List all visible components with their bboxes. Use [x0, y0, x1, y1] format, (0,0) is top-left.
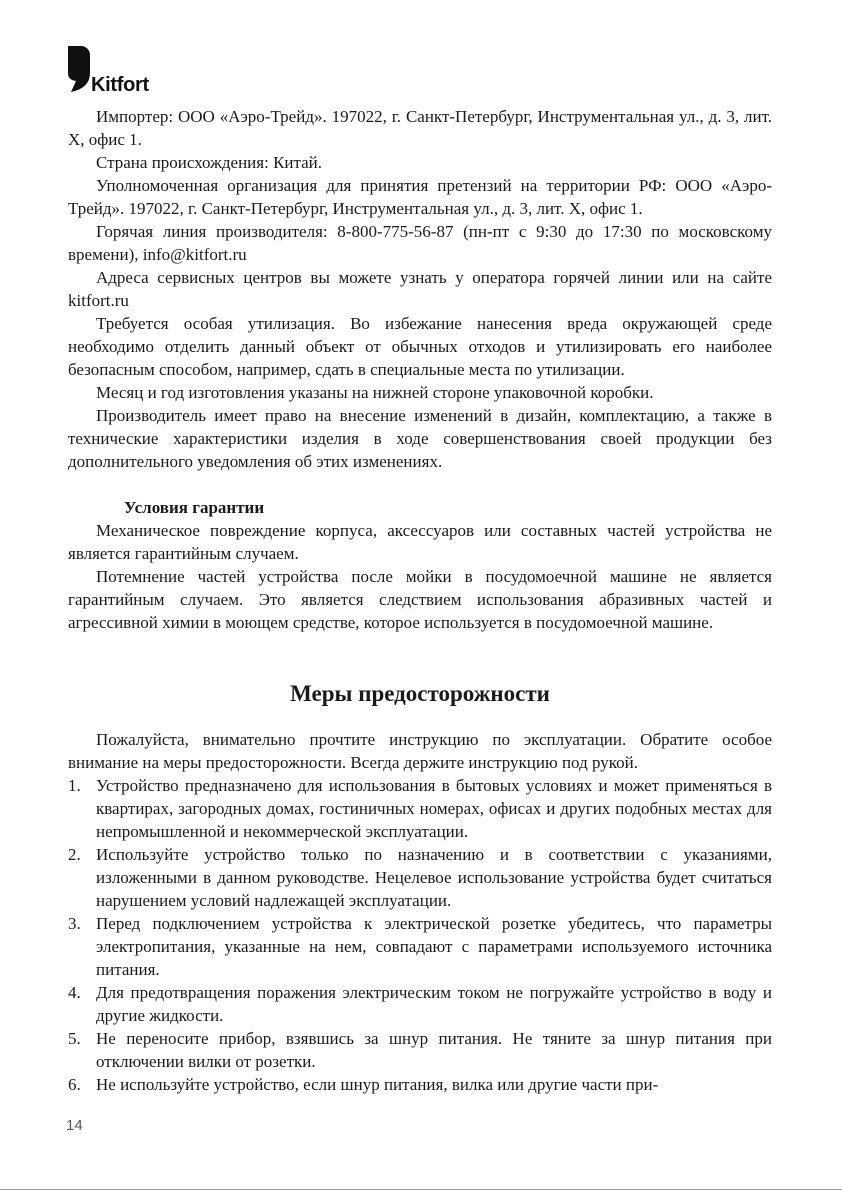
page-content [68, 105, 772, 1096]
list-item [68, 981, 772, 1027]
importer-paragraph: Импортер: ООО «Аэро-Трейд». 197022, г. Санкт-Петербург, Инструментальная ул., д. 3, лит. Х, офис 1. [68, 107, 772, 149]
list-item-number: 1. [68, 776, 81, 795]
list-item-text: Не используйте устройство, если шнур питания, вилка или другие части при- [96, 1075, 659, 1094]
authorized-org-paragraph: Уполномоченная организация для принятия претензий на территории РФ: ООО «Аэро-Трейд». 197022, г. Санкт-Петербург, Инструментальная ул., д. 3, лит. Х, офис 1. [68, 176, 772, 218]
list-item-number: 5. [68, 1029, 81, 1048]
warranty-paragraph-2: Потемнение частей устройства после мойки в посудомоечной машине не является гарантийным случаем. Это является следствием использования абразивных частей и агрессивной химии в моющем средстве, которое используется в посудомоечной машине. [68, 567, 772, 632]
precautions-title: Меры предосторожности [290, 681, 550, 706]
list-item-text: Используйте устройство только по назначению и в соответствии с указаниями, изложенными в данном руководстве. Нецелевое использование устройства будет считаться нарушением условий надлежащей эксплуатации. [96, 845, 772, 910]
list-item-text: Не переносите прибор, взявшись за шнур питания. Не тяните за шнур питания при отключении вилки от розетки. [96, 1029, 772, 1071]
precautions-intro: Пожалуйста, внимательно прочтите инструкцию по эксплуатации. Обратите особое внимание на меры предосторожности. Всегда держите инструкцию под рукой. [68, 730, 772, 772]
brand-logo [68, 46, 168, 96]
list-item-number: 4. [68, 983, 81, 1002]
disposal-paragraph: Требуется особая утилизация. Во избежание нанесения вреда окружающей среде необходимо отделить данный объект от обычных отходов и утилизировать его наиболее безопасным способом, например, сдать в специальные места по утилизации. [68, 314, 772, 379]
precautions-list [68, 774, 772, 1096]
hotline-paragraph: Горячая линия производителя: 8-800-775-56-87 (пн-пт с 9:30 до 17:30 по московскому времени), info@kitfort.ru [68, 222, 772, 264]
list-item [68, 843, 772, 912]
logo-text: Kitfort [91, 74, 149, 96]
list-item [68, 774, 772, 843]
list-item-text: Перед подключением устройства к электрической розетке убедитесь, что параметры электропитания, указанные на нем, совпадают с параметрами используемого источника питания. [96, 914, 772, 979]
country-paragraph: Страна происхождения: Китай. [96, 153, 323, 172]
page-bottom-divider [0, 1189, 842, 1190]
list-item [68, 1073, 772, 1096]
list-item [68, 1027, 772, 1073]
list-item-number: 3. [68, 914, 81, 933]
list-item [68, 912, 772, 981]
list-item-number: 2. [68, 845, 81, 864]
warranty-title: Условия гарантии [124, 498, 265, 517]
manufacture-date-paragraph: Месяц и год изготовления указаны на нижней стороне упаковочной коробки. [96, 383, 654, 402]
service-centers-paragraph: Адреса сервисных центров вы можете узнать у оператора горячей линии или на сайте kitfort.ru [68, 268, 772, 310]
list-item-number: 6. [68, 1075, 81, 1094]
warranty-paragraph-1: Механическое повреждение корпуса, аксессуаров или составных частей устройства не является гарантийным случаем. [68, 521, 772, 563]
kitfort-logo-mark-icon [68, 46, 90, 92]
list-item-text: Для предотвращения поражения электрическим током не погружайте устройство в воду и другие жидкости. [96, 983, 772, 1025]
changes-paragraph: Производитель имеет право на внесение изменений в дизайн, комплектацию, а также в технические характеристики изделия в ходе совершенствования своей продукции без дополнительного уведомления об этих изменениях. [68, 406, 772, 471]
page-number: 14 [66, 1117, 83, 1134]
list-item-text: Устройство предназначено для использования в бытовых условиях и может применяться в квартирах, загородных домах, гостиничных номерах, офисах и других подобных местах для непромышленной и некоммерческой эксплуатации. [96, 776, 772, 841]
